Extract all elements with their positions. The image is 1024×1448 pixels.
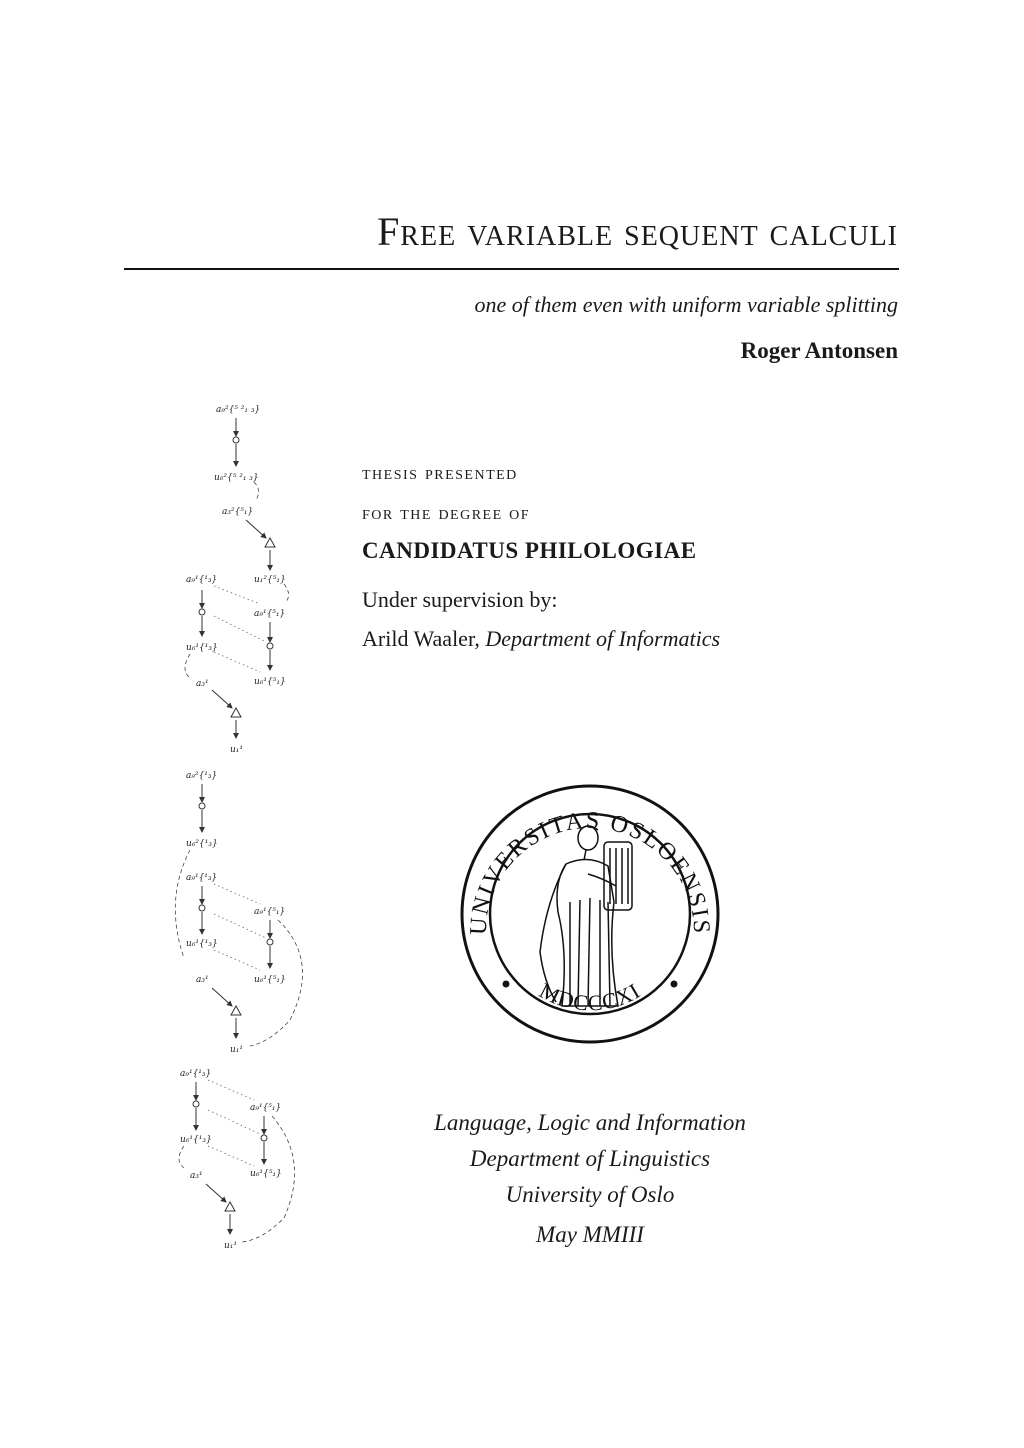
university-name: University of Oslo [505, 1182, 675, 1207]
supervisor-line [362, 626, 720, 652]
diagram-3 [179, 1069, 295, 1251]
thesis-presented-line: thesis presented [362, 462, 518, 484]
svg-text:u₆¹{⁵₁}: u₆¹{⁵₁} [254, 975, 286, 985]
supervisor-name: Arild Waaler, [362, 626, 480, 651]
apollo-figure-icon [540, 826, 632, 1006]
title-rule [124, 268, 899, 270]
svg-text:a₉¹{⁵₁}: a₉¹{⁵₁} [250, 1103, 282, 1113]
svg-text:u₁¹: u₁¹ [230, 745, 244, 755]
supervisor-department: Department of Informatics [485, 626, 721, 651]
svg-text:a₉²{¹₃}: a₉²{¹₃} [186, 771, 218, 781]
svg-text:u₆¹{⁵₁}: u₆¹{⁵₁} [254, 677, 286, 687]
seal-year: MDCCCXI [535, 977, 645, 1016]
svg-text:u₁²{⁵₁}: u₁²{⁵₁} [254, 575, 286, 585]
seal-inscription: UNIVERSITAS OSLOENSIS [465, 807, 715, 936]
department-name: Department of Linguistics [469, 1146, 711, 1171]
submission-date: May MMIII [536, 1222, 644, 1247]
variable-splitting-diagrams [150, 390, 320, 1270]
svg-text:a₉¹{⁵₁}: a₉¹{⁵₁} [254, 907, 286, 917]
diagram-1 [185, 405, 289, 755]
svg-text:a₃¹: a₃¹ [190, 1171, 203, 1181]
svg-text:u₆²{¹₃}: u₆²{¹₃} [186, 839, 218, 849]
svg-text:a₉¹{⁵₁}: a₉¹{⁵₁} [254, 609, 286, 619]
svg-text:a₃²{⁵₁}: a₃²{⁵₁} [222, 507, 254, 517]
svg-text:a₉¹{¹₃}: a₉¹{¹₃} [186, 873, 218, 883]
program-name: Language, Logic and Information [434, 1110, 746, 1135]
degree-name: CANDIDATUS PHILOLOGIAE [362, 538, 697, 563]
thesis-title: Free variable sequent calculi [377, 209, 898, 254]
author-name: Roger Antonsen [740, 338, 898, 363]
degree-intro-line: for the degree of [362, 502, 531, 524]
svg-text:u₆²{⁵ ²₁ ₃}: u₆²{⁵ ²₁ ₃} [214, 473, 259, 483]
diagram-2 [175, 771, 302, 1055]
supervision-label: Under supervision by: [362, 587, 558, 612]
svg-text:a₉¹{¹₃}: a₉¹{¹₃} [180, 1069, 212, 1079]
svg-text:a₃¹: a₃¹ [196, 679, 209, 689]
svg-text:u₆¹{¹₃}: u₆¹{¹₃} [180, 1135, 212, 1145]
thesis-subtitle: one of them even with uniform variable splitting [474, 292, 898, 317]
svg-text:u₆¹{¹₃}: u₆¹{¹₃} [186, 643, 218, 653]
svg-text:u₆¹{¹₃}: u₆¹{¹₃} [186, 939, 218, 949]
svg-text:a₉²{⁵ ²₁ ₃}: a₉²{⁵ ²₁ ₃} [216, 405, 261, 415]
svg-text:u₆¹{⁵₁}: u₆¹{⁵₁} [250, 1169, 282, 1179]
svg-text:a₃¹: a₃¹ [196, 975, 209, 985]
university-seal [458, 782, 722, 1046]
svg-text:MDCCCXI [535, 978, 644, 1016]
svg-text:a₉¹{¹₃}: a₉¹{¹₃} [186, 575, 218, 585]
svg-text:u₁¹: u₁¹ [230, 1045, 244, 1055]
svg-text:u₁¹: u₁¹ [224, 1241, 238, 1251]
